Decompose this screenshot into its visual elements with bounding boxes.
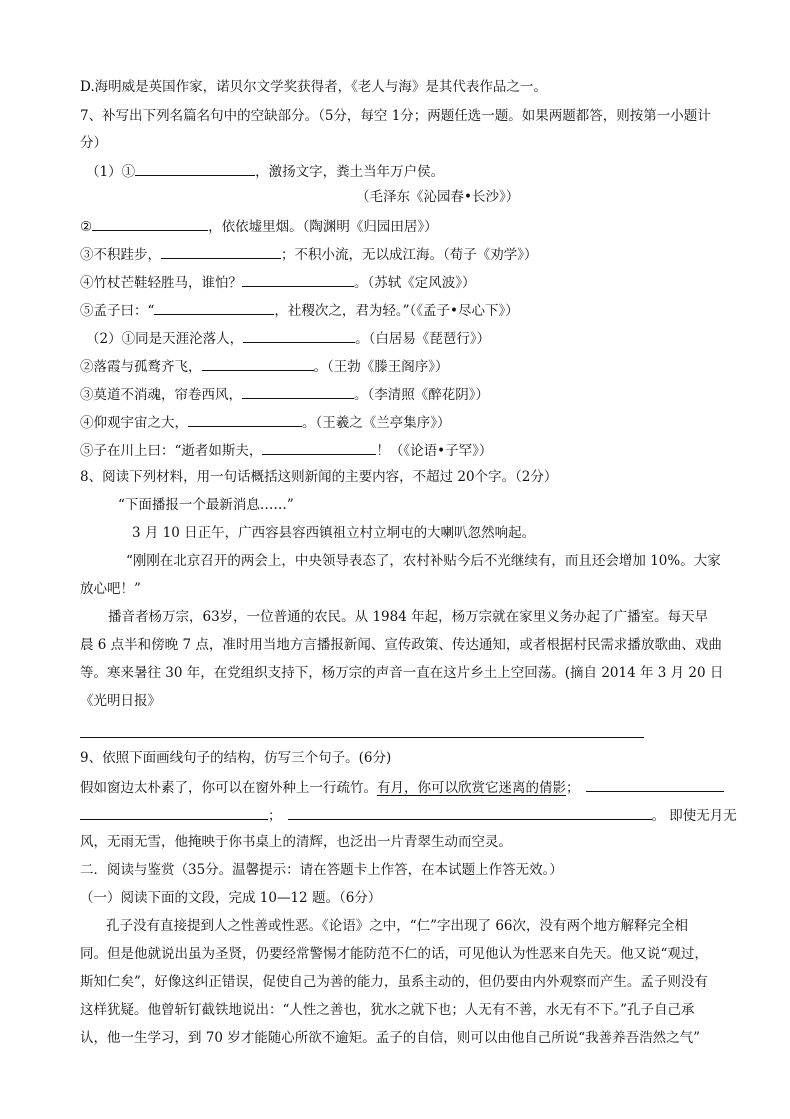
q9-text: 假如窗边太朴素了，你可以在窗外种上一行疏竹。 — [80, 780, 377, 796]
answer-blank[interactable] — [586, 776, 724, 792]
quote-text: （2）①同是天涯沦落人， — [86, 331, 244, 347]
quote-text: 。（李清照《醉花阴》） — [354, 387, 489, 403]
section-2-1-heading: （一）阅读下面的文段，完成 10—12 题。（6分） — [80, 890, 382, 906]
q9-line-2 — [80, 804, 737, 826]
quote-1-2 — [80, 215, 438, 237]
q9-text: ； — [268, 808, 282, 824]
answer-blank[interactable] — [80, 804, 268, 820]
quote-2-3 — [80, 383, 489, 405]
news-source: 《光明日报》 — [80, 693, 161, 709]
answer-blank[interactable] — [188, 411, 302, 427]
quote-2-1 — [86, 327, 490, 349]
quote-2-4 — [80, 411, 451, 433]
q9-text: ； — [566, 780, 580, 796]
quote-text: ②落霞与孤鹜齐飞， — [80, 359, 202, 375]
news-paragraph-1: “下面播报一个最新消息……” — [118, 497, 294, 513]
quote-1-3 — [80, 243, 538, 265]
news-paragraph-4-cont: 晨 6 点半和傍晚 7 点，准时用当地方言播报新闻、宣传政策、传达通知，或者根据村民需求播放歌曲、戏曲 — [80, 637, 722, 653]
answer-blank[interactable] — [262, 439, 376, 455]
answer-blank[interactable] — [242, 271, 354, 287]
quote-text: 。（白居易《琵琶行》） — [355, 331, 491, 347]
quote-1-4 — [80, 271, 476, 293]
passage-line: 孔子没有直接提到人之性善或性恶。《论语》之中，“仁”字出现了 66次，没有两个地方解释完全相 — [106, 918, 689, 934]
answer-blank[interactable] — [243, 327, 355, 343]
news-paragraph-4-cont: 等。寒来暑往 30 年，在党组织支持下，杨万宗的声音一直在这片乡土上空回荡。(摘自 2014 年 3 月 20 日 — [80, 665, 724, 681]
quote-1-5 — [80, 299, 519, 321]
answer-blank[interactable] — [92, 215, 208, 231]
news-paragraph-4: 播音者杨万宗，63岁，一位普通的农民。从 1984 年起，杨万宗就在家里义务办起了广播室。每天早 — [108, 609, 709, 625]
news-paragraph-3-cont: 放心吧！” — [80, 581, 141, 597]
quote-text: ④仰观宇宙之大， — [80, 415, 188, 431]
question-8-heading: 8、阅读下列材料，用一句话概括这则新闻的主要内容，不超过 20个字。（2分） — [80, 469, 558, 485]
quote-text: ，激扬文字，粪土当年万户侯。 — [255, 164, 445, 180]
quote-text: ；不积小流，无以成江海。（荀子《劝学》） — [281, 247, 538, 263]
quote-1-1-source: （毛泽东《沁园春•长沙》） — [356, 189, 520, 205]
passage-line: 这样犹疑。他曾斩钉截铁地说出：“人性之善也，犹水之就下也；人无有不善，水无有不下。”孔子自己承 — [80, 1002, 695, 1018]
q9-text: 。 即使无月无 — [651, 808, 737, 824]
answer-line[interactable] — [80, 737, 644, 738]
quote-text: 。（王羲之《兰亭集序》） — [302, 415, 451, 431]
quote-text: ！（《论语•子罕》） — [376, 443, 493, 459]
quote-2-2 — [80, 355, 449, 377]
answer-blank[interactable] — [202, 355, 314, 371]
option-d-text: D.海明威是英国作家，诺贝尔文学奖获得者，《老人与海》是其代表作品之一。 — [80, 79, 547, 95]
quote-text: ③莫道不消魂，帘卷西风， — [80, 387, 242, 403]
answer-blank[interactable] — [135, 160, 255, 176]
quote-text: ⑤孟子曰：“ — [80, 303, 155, 319]
passage-line: 斯知仁矣”，好像这纠正错误，促使自己为善的能力，虽系主动的，但仍要由内外观察而产生。孟子则没有 — [80, 974, 708, 990]
q9-line-3: 风，无雨无雪，他掩映于你书桌上的清辉，也泛出一片青翠生动而空灵。 — [80, 834, 512, 850]
quote-text: 。（王勃《滕王阁序》） — [313, 359, 449, 375]
underlined-sentence: 有月，你可以欣赏它迷离的倩影 — [377, 780, 566, 796]
q9-line-1 — [80, 776, 724, 798]
answer-blank[interactable] — [242, 383, 354, 399]
quote-text: ，社稷次之，君为轻。”（《孟子•尽心下》） — [274, 303, 519, 319]
answer-blank[interactable] — [161, 243, 281, 259]
passage-line: 认，他一生学习，到 70 岁才能随心所欲不逾矩。孟子的自信，则可以由他自己所说“我善养吾浩然之气” — [80, 1030, 701, 1046]
quote-text: ，依依墟里烟。（陶渊明《归园田居》） — [208, 219, 438, 235]
answer-blank[interactable] — [154, 299, 274, 315]
quote-1-1 — [86, 160, 444, 182]
quote-2-5 — [80, 439, 492, 461]
question-9-heading: 9、依照下面画线句子的结构，仿写三个句子。(6分) — [80, 750, 392, 766]
quote-text: ⑤子在川上曰：“逝者如斯夫， — [80, 443, 263, 459]
news-paragraph-3: “刚刚在北京召开的两会上，中央领导表态了，农村补贴今后不光继续有，而且还会增加 10%。大家 — [126, 553, 721, 569]
quote-text: ③不积跬步， — [80, 247, 161, 263]
answer-blank[interactable] — [288, 804, 652, 820]
quote-text: ② — [80, 219, 93, 235]
news-paragraph-2: 3 月 10 日正午，广西容县容西镇祖立村立垌屯的大喇叭忽然响起。 — [132, 525, 536, 541]
quote-text: （1）① — [86, 164, 136, 180]
section-2-heading: 二．阅读与鉴赏（35分。温馨提示：请在答题卡上作答，在本试题上作答无效。） — [80, 862, 563, 878]
question-7-heading: 7、补写出下列名篇名句中的空缺部分。（5分，每空 1分；两题任选一题。如果两题都答，则按第一小题计 — [80, 108, 711, 124]
question-7-heading-cont: 分） — [80, 135, 107, 151]
quote-text: ④竹杖芒鞋轻胜马，谁怕？ — [80, 275, 242, 291]
passage-line: 同。但是他就说出虽为圣贤，仍要经常警惕才能防范不仁的话，可见他认为性恶来自先天。他又说“观过， — [80, 946, 708, 962]
quote-text: 。（苏轼《定风波》） — [354, 275, 476, 291]
